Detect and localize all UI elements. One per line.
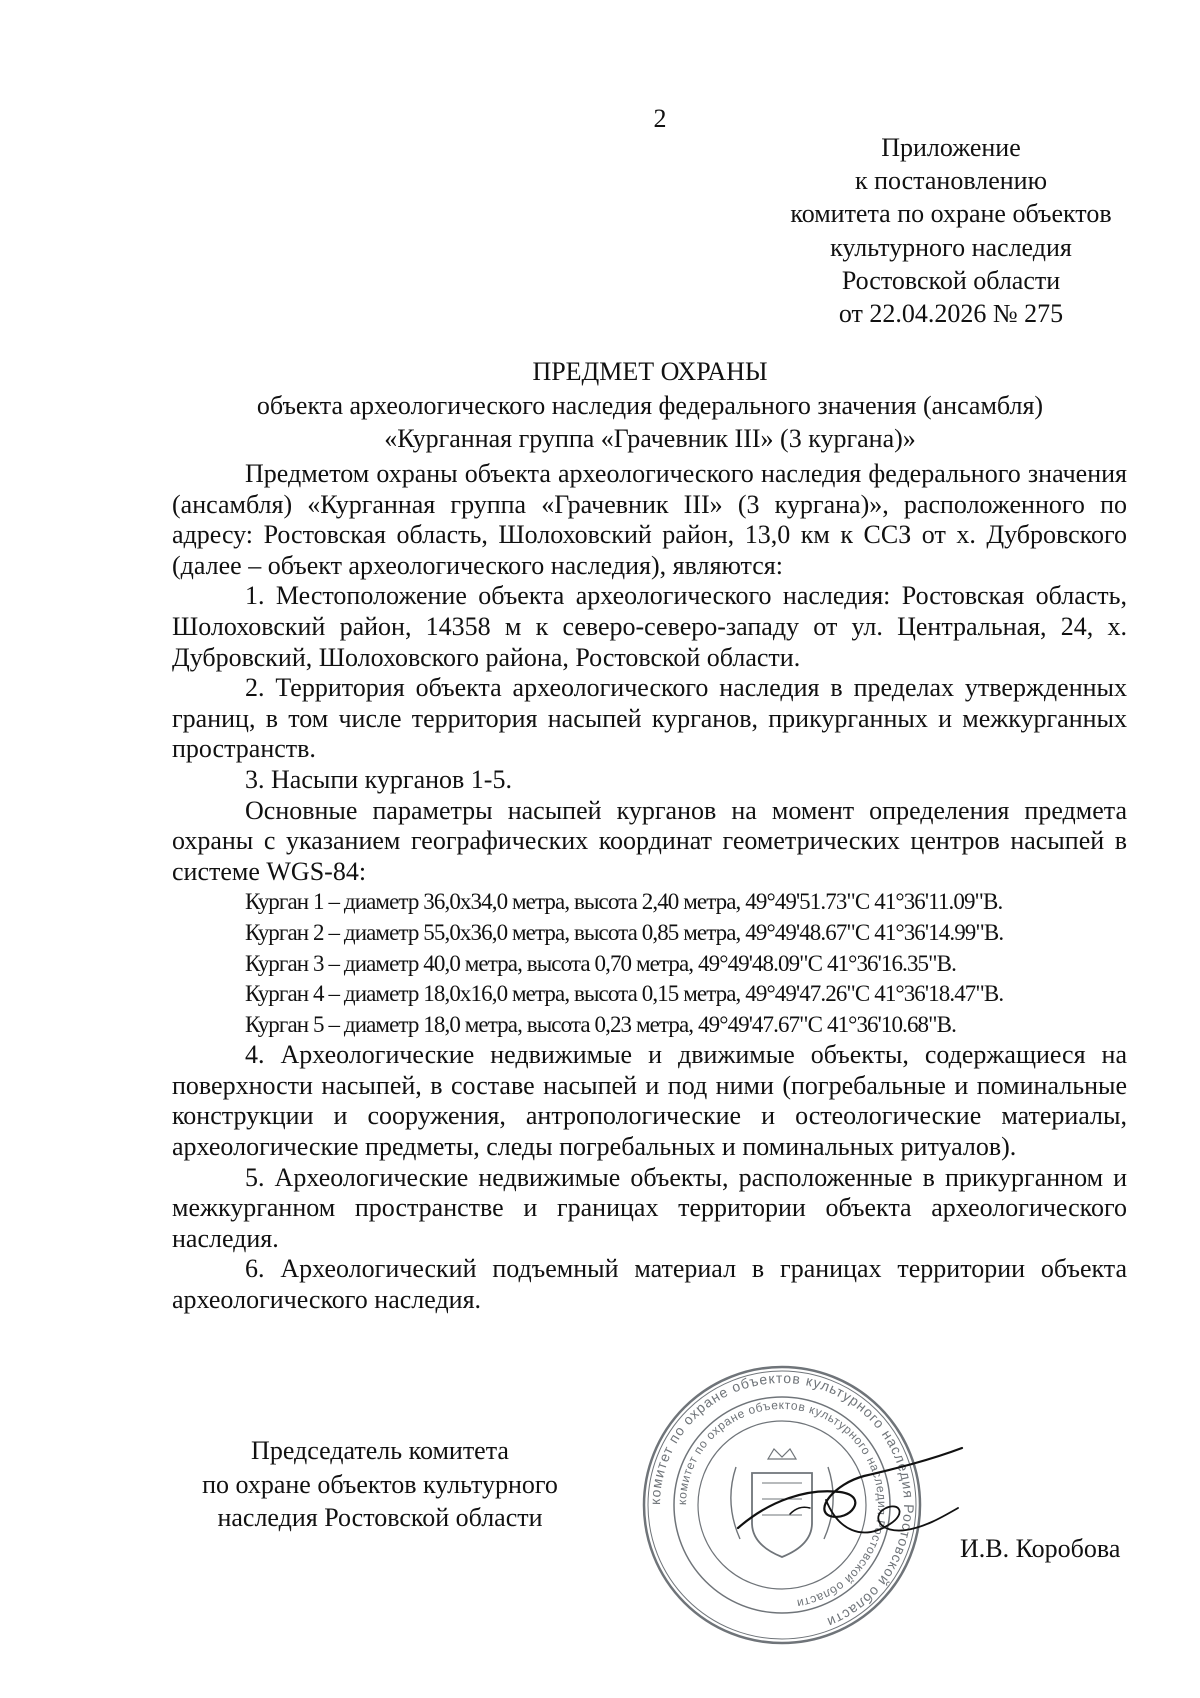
appendix-header (745, 131, 1157, 330)
appendix-date-line: от 22.04.2026 № 275 (838, 299, 1064, 329)
appendix-line: к постановлению (854, 166, 1048, 196)
title-line: объекта археологического наследия федерального значения (ансамбля) (256, 390, 1044, 420)
signatory-title (170, 1434, 590, 1535)
appendix-line: Ростовской области (841, 265, 1061, 295)
kurgan-item: Курган 1 – диаметр 36,0x34,0 метра, высота 2,40 метра, 49°49'51.73"С 41°36'11.09"В. (245, 889, 1003, 915)
document-body (172, 459, 1127, 1316)
signatory-line: Председатель комитета (251, 1436, 509, 1465)
kurgan-item: Курган 4 – диаметр 18,0x16,0 метра, высота 0,15 метра, 49°49'47.26"С 41°36'18.47"В. (245, 981, 1004, 1007)
params-paragraph: Основные параметры насыпей курганов на момент определения предмета охраны с указанием географических координат геометрических центров насыпей в системе WGS-84: (172, 795, 1127, 886)
kurgan-list (172, 887, 1127, 1040)
item-5-paragraph: 5. Археологические недвижимые объекты, расположенные в прикурганном и межкурганном пространстве и границах территории объекта археологического наследия. (172, 1162, 1127, 1253)
intro-paragraph: Предметом охраны объекта археологического наследия федерального значения (ансамбля) «Курганная группа «Грачевник III» (3 кургана)», расположенного по адресу: Ростовская область, Шолоховский район, 13,0 км к ССЗ от х. Дубровского (далее – объект археологического наследия), являются: (172, 459, 1127, 580)
signatory-line: наследия Ростовской области (217, 1503, 543, 1532)
kurgan-item: Курган 3 – диаметр 40,0 метра, высота 0,70 метра, 49°49'48.09"С 41°36'16.35"В. (245, 950, 956, 976)
appendix-line: комитета по охране объектов (790, 199, 1112, 229)
appendix-line: культурного наследия (830, 232, 1072, 262)
handwritten-signature (730, 1430, 970, 1560)
item-1-paragraph: 1. Местоположение объекта археологического наследия: Ростовская область, Шолоховский район, 14358 м к северо-северо-западу от ул. Центральная, 24, х. Дубровский, Шолоховского района, Ростовской области. (172, 581, 1127, 672)
seal-inner-text: комитет по охране объектов культурного наследия Ростовской области (674, 1397, 890, 1611)
page-number: 2 (653, 104, 667, 133)
title-heading: ПРЕДМЕТ ОХРАНЫ (532, 357, 768, 386)
appendix-line: Приложение (881, 133, 1021, 162)
item-3-paragraph: 3. Насыпи курганов 1-5. (245, 764, 512, 794)
item-2-paragraph: 2. Территория объекта археологического наследия в пределах утвержденных границ, в том числе территория насыпей курганов, прикурганных и межкурганных пространств. (172, 673, 1127, 764)
seal-outer-text: комитет по охране объектов культурного наследия Ростовской области (646, 1369, 918, 1632)
item-6-paragraph: 6. Археологический подъемный материал в границах территории объекта археологического наследия. (172, 1254, 1127, 1315)
title-line: «Курганная группа «Грачевник III» (3 кургана)» (384, 424, 916, 453)
kurgan-item: Курган 5 – диаметр 18,0 метра, высота 0,23 метра, 49°49'47.67"С 41°36'10.68"В. (245, 1011, 956, 1037)
item-4-paragraph: 4. Археологические недвижимые и движимые объекты, содержащиеся на поверхности насыпей, в составе насыпей и под ними (погребальные и поминальные конструкции и сооружения, антропологические и остеологические материалы, археологические предметы, следы погребальных и поминальных ритуалов). (172, 1040, 1127, 1162)
kurgan-item: Курган 2 – диаметр 55,0x36,0 метра, высота 0,85 метра, 49°49'48.67"С 41°36'14.99"В. (245, 919, 1004, 945)
document-title (190, 355, 1110, 456)
signatory-line: по охране объектов культурного (202, 1469, 558, 1499)
signer-name: И.В. Коробова (960, 1534, 1121, 1563)
